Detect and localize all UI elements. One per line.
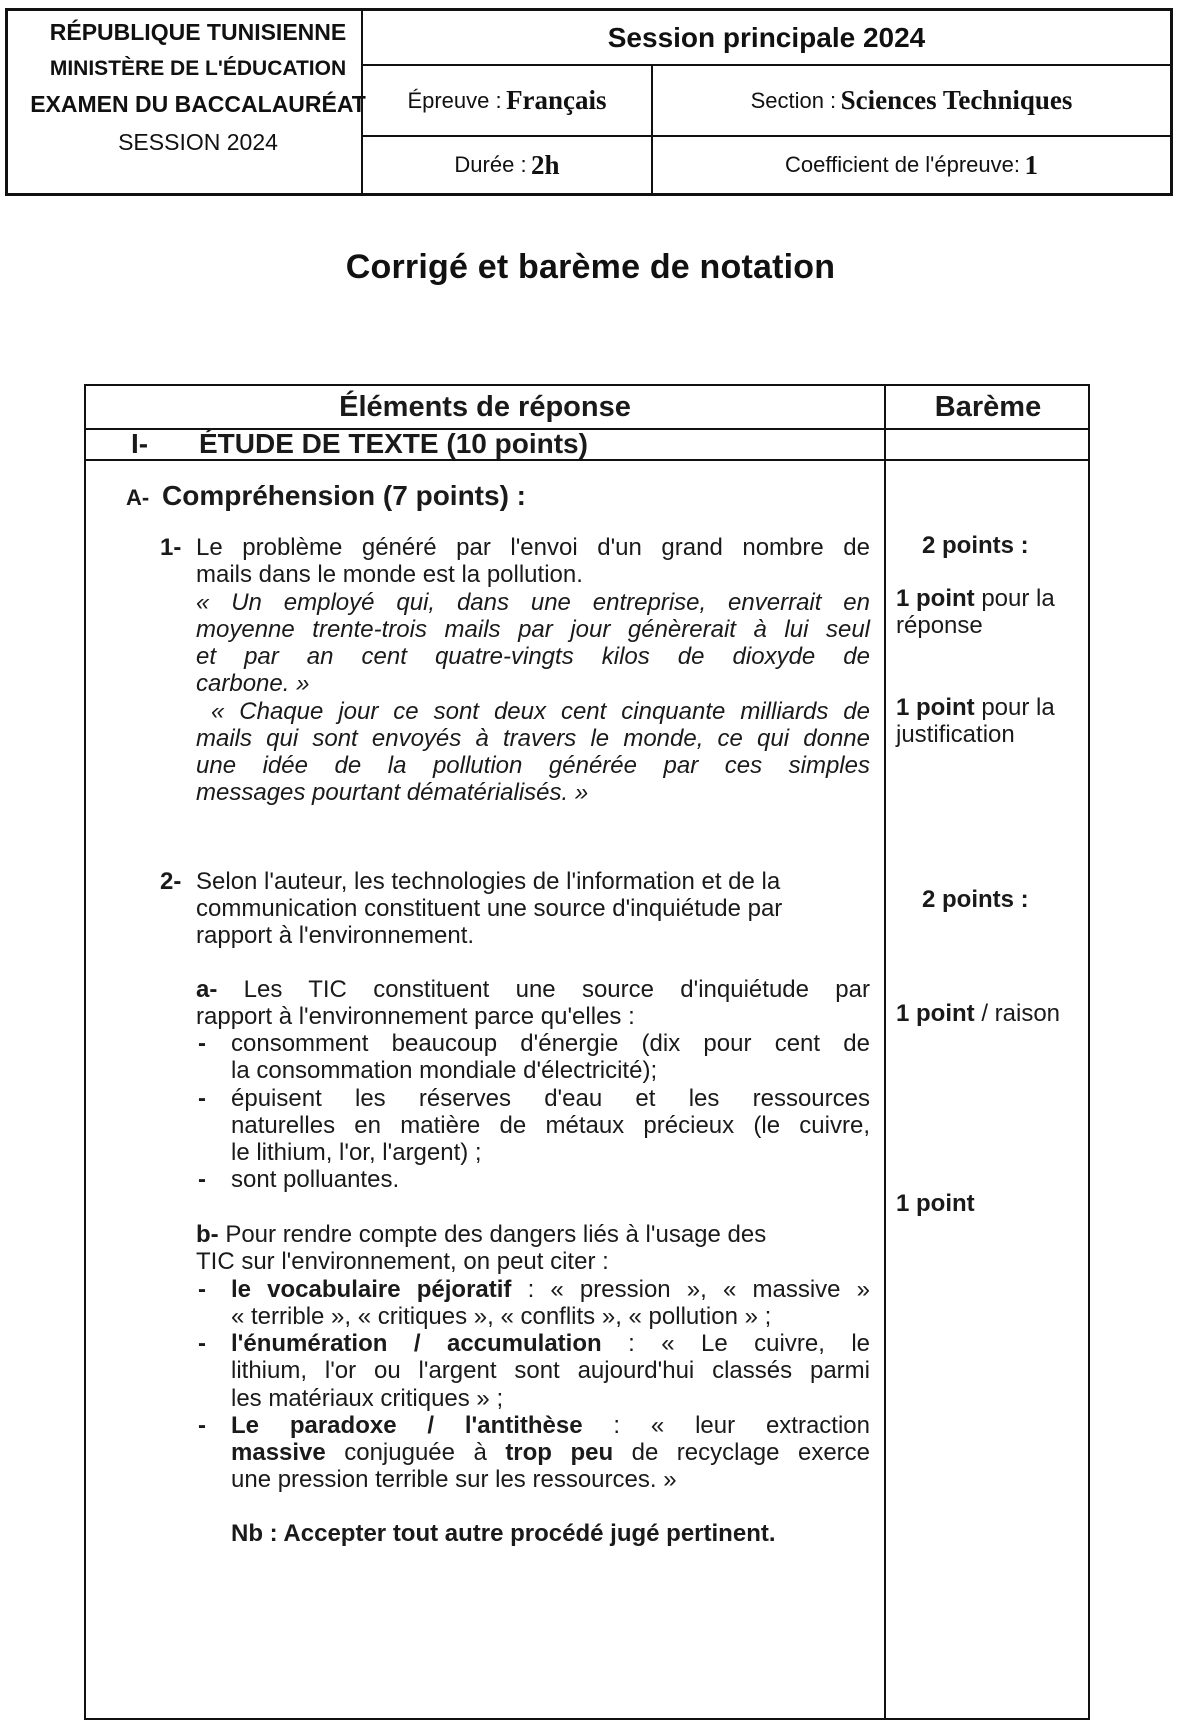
- q2b-item-2-line-3: les matériaux critiques » ;: [231, 1385, 504, 1412]
- q1-quote2-line: « Chaque jour ce sont deux cent cinquante milliards de: [196, 698, 870, 725]
- q1-line-1: Le problème généré par l'envoi d'un grand nombre de: [196, 534, 870, 561]
- q2b-item-2-line-2: lithium, l'or ou l'argent sont aujourd'hui classés parmi: [231, 1357, 870, 1384]
- subsection-title: Compréhension (7 points) :: [162, 480, 526, 511]
- q2a-item-3-line-1: sont polluantes.: [231, 1166, 400, 1193]
- q1-quote2-line: mails qui sont envoyés à travers le monde, ce qui donne: [196, 725, 870, 752]
- exam-header: [5, 8, 1173, 196]
- q2b-item-1-line-1: le vocabulaire péjoratif : « pression », « massive »: [231, 1276, 871, 1303]
- q2b-item-3-line-2: massive conjuguée à trop peu de recyclage exerce: [231, 1439, 871, 1466]
- q1-quote2-line: messages pourtant dématérialisés. »: [196, 779, 589, 806]
- header-exam: EXAMEN DU BACCALAURÉAT: [30, 91, 366, 117]
- section-value: Sciences Techniques: [840, 85, 1073, 115]
- q2-line-2: communication constituent une source d'inquiétude par: [196, 895, 783, 922]
- q2b-intro-1: b- Pour rendre compte des dangers liés à l'usage des: [196, 1221, 767, 1248]
- q1-quote1-line: « Un employé qui, dans une entreprise, enverrait en: [196, 589, 870, 616]
- bullet-dash: -: [198, 1166, 206, 1193]
- header-session-year: SESSION 2024: [118, 129, 278, 155]
- q1-quote1-line: et par an cent quatre-vingts kilos de dioxyde de: [196, 643, 870, 670]
- q2a-item-2-line-2: naturelles en matière de métaux précieux (le cuivre,: [231, 1112, 870, 1139]
- q2a-item-2-line-3: le lithium, l'or, l'argent) ;: [231, 1139, 482, 1166]
- bullet-dash: -: [198, 1276, 206, 1303]
- epreuve-value: Français: [506, 85, 607, 115]
- col-header-bareme: Barème: [934, 391, 1042, 423]
- bullet-dash: -: [198, 1085, 206, 1112]
- q1-line-2: mails dans le monde est la pollution.: [196, 561, 583, 588]
- q2b-item-3-line-3: une pression terrible sur les ressources. »: [231, 1466, 677, 1493]
- header-duree: [363, 137, 651, 193]
- q1-bareme-justification: 1 point pour la: [896, 694, 1055, 721]
- q2a-intro-2: rapport à l'environnement parce qu'elles :: [196, 1003, 635, 1030]
- q1-number: 1-: [160, 534, 182, 561]
- bullet-dash: -: [198, 1412, 206, 1439]
- col-header-elements: Éléments de réponse: [339, 391, 631, 423]
- part-title: ÉTUDE DE TEXTE (10 points): [199, 428, 588, 459]
- q2a-item-1-line-1: consomment beaucoup d'énergie (dix pour cent de: [231, 1030, 870, 1057]
- duree-value: 2h: [531, 149, 560, 180]
- header-session: Session principale 2024: [607, 21, 926, 53]
- header-coef: [653, 137, 1170, 193]
- q1-quote1-line: moyenne trente-trois mails par jour génèrerait à lui seul: [196, 616, 870, 643]
- coef-label: Coefficient de l'épreuve:: [785, 152, 1020, 177]
- part-number: I-: [131, 428, 149, 459]
- q2b-item-2-line-1: l'énumération / accumulation : « Le cuivre, le: [231, 1330, 870, 1357]
- q2-line-1: Selon l'auteur, les technologies de l'information et de la: [196, 868, 781, 895]
- header-ministry: MINISTÈRE DE L'ÉDUCATION: [49, 57, 347, 80]
- q2-bareme-total: 2 points :: [922, 886, 1029, 913]
- q2b-intro-2: TIC sur l'environnement, on peut citer :: [196, 1248, 609, 1275]
- bullet-dash: -: [198, 1330, 206, 1357]
- page-title: Corrigé et barème de notation: [345, 248, 836, 286]
- duree-label: Durée :: [454, 152, 527, 177]
- q1-bareme-total: 2 points :: [922, 532, 1029, 559]
- section-label: Section :: [750, 87, 837, 113]
- q1-quote2-line: une idée de la pollution générée par ces simples: [196, 752, 870, 779]
- coef-value: 1: [1024, 149, 1038, 180]
- epreuve-label: Épreuve :: [407, 87, 502, 113]
- q2b-item-1-line-2: « terrible », « critiques », « conflits », « pollution » ;: [231, 1303, 772, 1330]
- q1-bareme-answer-2: réponse: [896, 612, 983, 639]
- q2a-item-1-line-2: la consommation mondiale d'électricité);: [231, 1057, 658, 1084]
- answer-table: [84, 384, 1090, 1720]
- q2a-item-2-line-1: épuisent les réserves d'eau et les ressources: [231, 1085, 870, 1112]
- q2b-note: Nb : Accepter tout autre procédé jugé pertinent.: [231, 1520, 776, 1547]
- q1-quote1-line: carbone. »: [196, 670, 310, 697]
- q2a-intro-1: a- Les TIC constituent une source d'inquiétude par: [196, 976, 870, 1003]
- q2a-bareme: 1 point / raison: [896, 1000, 1061, 1027]
- q2b-bareme: 1 point: [896, 1190, 975, 1217]
- q2b-item-3-line-1: Le paradoxe / l'antithèse : « leur extraction: [231, 1412, 870, 1439]
- q2-line-3: rapport à l'environnement.: [196, 922, 475, 949]
- header-epreuve: [363, 66, 651, 135]
- bullet-dash: -: [198, 1030, 206, 1057]
- header-republic: RÉPUBLIQUE TUNISIENNE: [49, 19, 347, 45]
- header-section: [653, 66, 1170, 135]
- q2-number: 2-: [160, 868, 182, 895]
- subsection-letter: A-: [126, 485, 150, 510]
- q1-bareme-answer: 1 point pour la: [896, 585, 1055, 612]
- q1-bareme-justification-2: justification: [896, 721, 1015, 748]
